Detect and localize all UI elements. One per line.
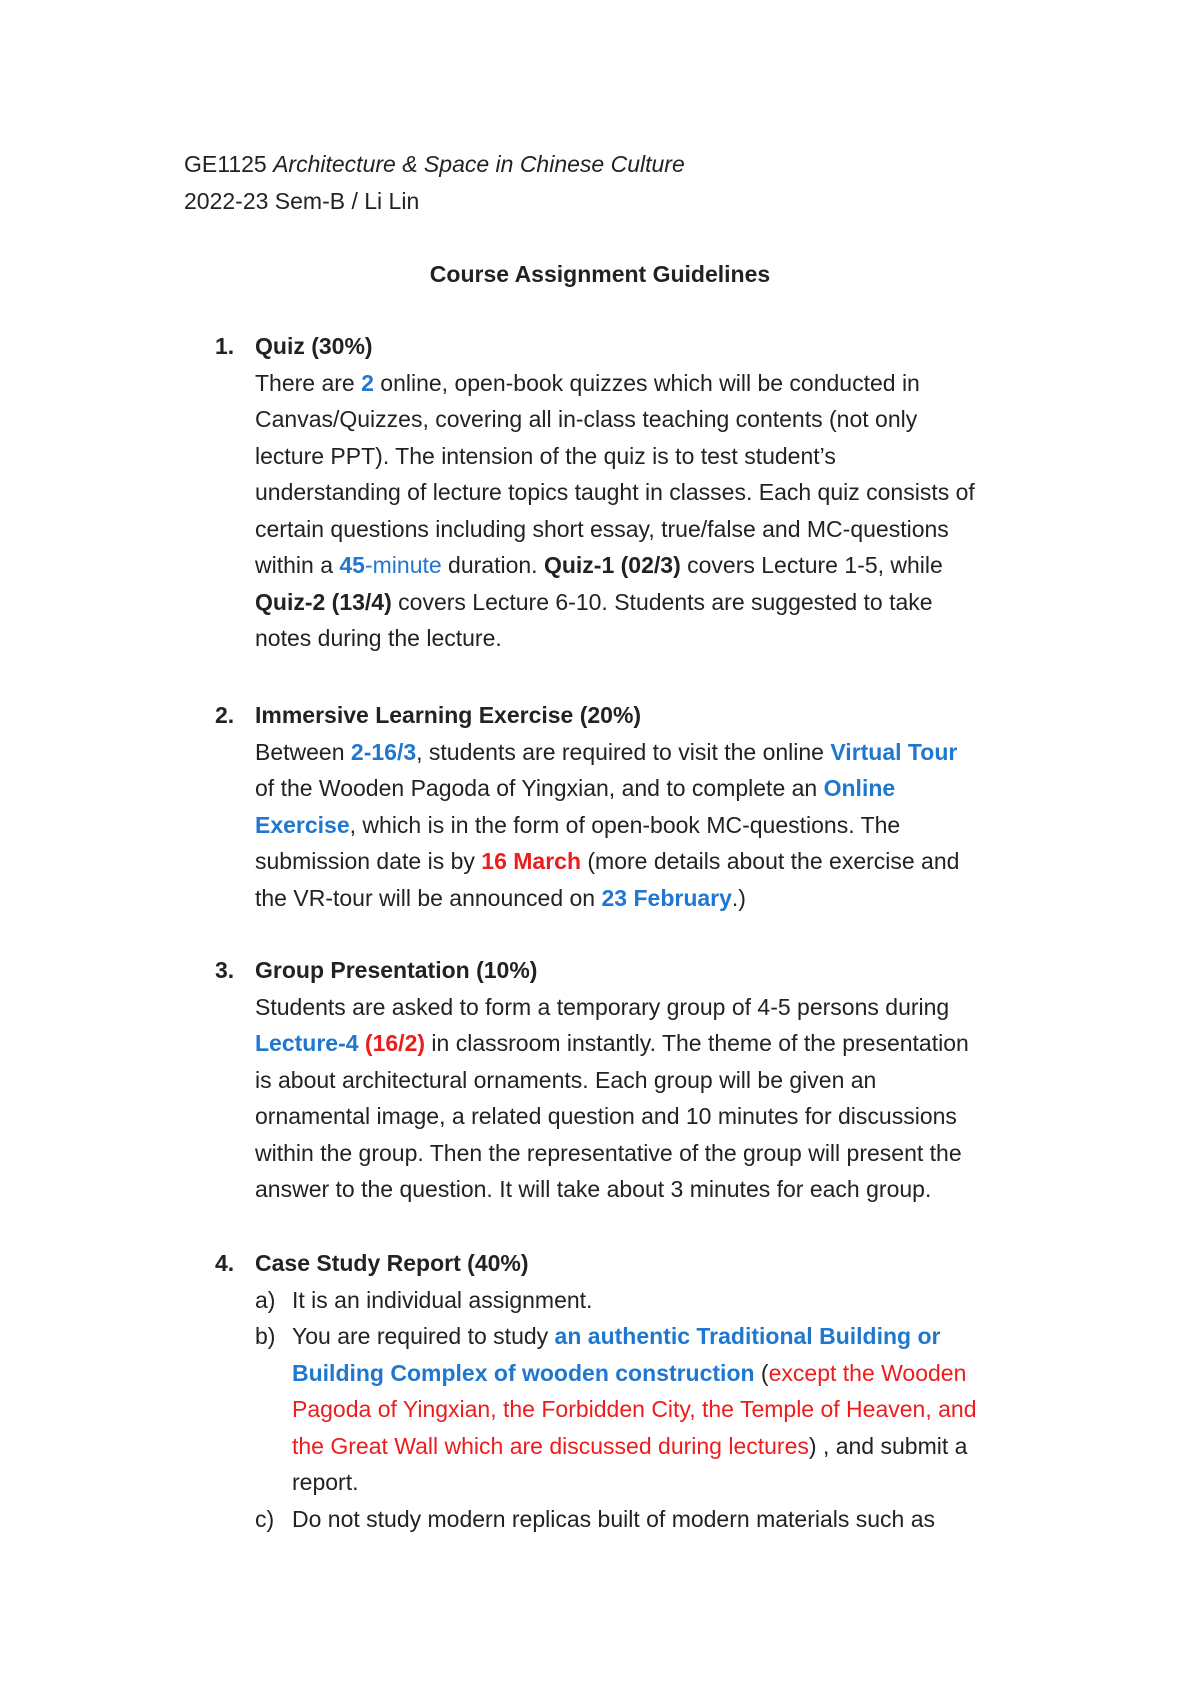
list-item: c) Do not study modern replicas built of modern materials such as — [255, 1505, 936, 1532]
text-line: certain questions including short essay, true/false and MC-questions — [255, 515, 949, 542]
announcement-date: 23 February — [601, 884, 732, 911]
section-heading: Quiz (30%) — [255, 333, 373, 359]
document-title: Course Assignment Guidelines — [429, 261, 771, 287]
virtual-tour-label: Virtual Tour — [830, 738, 958, 765]
text-line: ornamental image, a related question and 10 minutes for discussions — [255, 1103, 957, 1129]
section-number: 3. — [215, 957, 235, 983]
text-line: Exercise, which is in the form of open-book MC-questions. The — [255, 811, 901, 838]
section-body — [255, 328, 975, 657]
text-line: submission date is by 16 March (more details about the exercise and — [255, 848, 960, 874]
text-line: the Great Wall which are discussed during lectures) , and submit a — [292, 1432, 968, 1459]
text-line: Lecture-4 (16/2) in classroom instantly. The theme of the presentation — [255, 1030, 969, 1056]
text-line: report. — [292, 1469, 359, 1495]
section-number: 2. — [215, 702, 235, 728]
section-number: 4. — [215, 1250, 235, 1276]
exercise-period: 2-16/3 — [350, 738, 417, 765]
section-number: 1. — [215, 333, 235, 359]
list-item: a) It is an individual assignment. — [255, 1286, 593, 1313]
text-line: lecture PPT). The intension of the quiz is to test student’s — [255, 442, 836, 469]
course-name: Architecture & Space in Chinese Culture — [273, 151, 685, 177]
section-body — [255, 1245, 977, 1537]
section-heading: Group Presentation (10%) — [255, 957, 538, 983]
submission-date: 16 March — [481, 848, 581, 874]
text-line: Between 2-16/3, students are required to visit the online Virtual Tour — [255, 738, 958, 765]
course-code: GE1125 — [184, 151, 267, 177]
text-line: notes during the lecture. — [255, 625, 502, 651]
text-line: Building Complex of wooden construction (except the Wooden — [292, 1359, 967, 1386]
course-header — [184, 146, 685, 219]
text-line: the VR-tour will be announced on 23 February.) — [255, 884, 746, 911]
quiz-count: 2 — [361, 369, 374, 396]
text-line: Pagoda of Yingxian, the Forbidden City, the Temple of Heaven, and — [292, 1396, 977, 1422]
list-item: b) You are required to study an authentic Traditional Building or — [255, 1323, 941, 1349]
section-body — [255, 952, 969, 1208]
text-line: of the Wooden Pagoda of Yingxian, and to complete an Online — [255, 775, 896, 801]
quiz-2-date: Quiz-2 (13/4) — [255, 588, 392, 615]
presentation-date: (16/2) — [358, 1030, 426, 1056]
section-heading: Immersive Learning Exercise (20%) — [255, 702, 642, 728]
term-line: 2022-23 Sem-B / Li Lin — [184, 187, 420, 214]
text-line: Students are asked to form a temporary group of 4-5 persons during — [255, 993, 950, 1020]
text-line: within the group. Then the representative of the group will present the — [255, 1139, 962, 1166]
course-line — [184, 146, 685, 183]
section-body — [255, 697, 959, 916]
section-heading: Case Study Report (40%) — [255, 1250, 529, 1276]
text-line: within a 45-minute duration. Quiz-1 (02/3) covers Lecture 1-5, while — [255, 552, 943, 578]
text-line: Canvas/Quizzes, covering all in-class teaching contents (not only — [255, 406, 918, 432]
quiz-duration: 45 — [339, 552, 365, 578]
text-line: Quiz-2 (13/4) covers Lecture 6-10. Students are suggested to take — [255, 588, 933, 615]
quiz-1-date: Quiz-1 (02/3) — [543, 552, 681, 578]
text-line: There are 2 online, open-book quizzes which will be conducted in — [255, 369, 920, 396]
lecture-label: Lecture-4 — [255, 1030, 359, 1056]
text-line: is about architectural ornaments. Each group will be given an — [255, 1066, 877, 1093]
text-line: answer to the question. It will take about 3 minutes for each group. — [255, 1176, 932, 1202]
text-line: understanding of lecture topics taught in classes. Each quiz consists of — [255, 479, 975, 505]
